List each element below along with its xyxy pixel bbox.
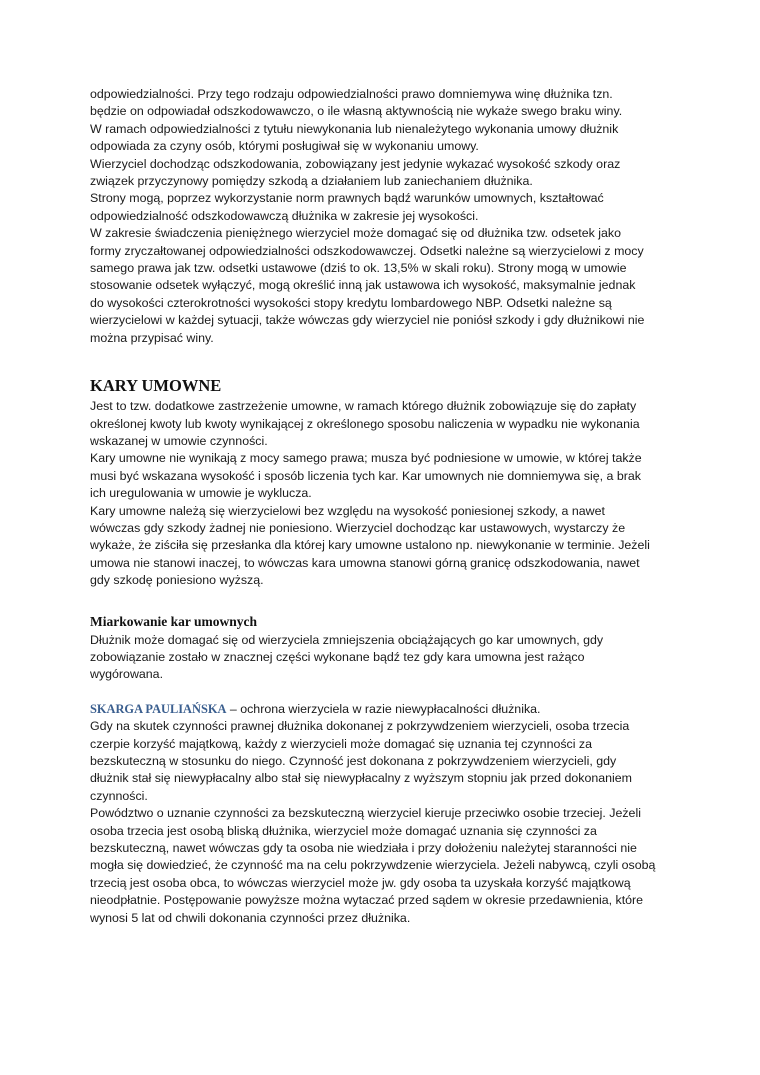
text-line: samego prawa jak tzw. odsetki ustawowe (dziś to ok. 13,5% w skali roku). Strony mogą w umowie — [90, 261, 627, 276]
text-line: związek przyczynowy pomiędzy szkodą a działaniem lub zaniechaniem dłużnika. — [90, 174, 533, 189]
text-line: Powództwo o uznanie czynności za bezskuteczną wierzyciel kieruje przeciwko osobie trzeciej. Jeżeli — [90, 806, 641, 821]
skarga-paulianska-heading: SKARGA PAULIAŃSKA — [90, 701, 227, 716]
text-line: dłużnik stał się niewypłacalny albo stał się niewypłacalny z wyższym stopniu jak przed dokonaniem — [90, 771, 633, 786]
spacer — [90, 684, 680, 701]
text-line: Kary umowne nie wynikają z mocy samego prawa; musza być podniesione w umowie, w której także — [90, 451, 642, 466]
text-line: osoba trzecia jest osobą bliską dłużnika, wierzyciel może domagać uznania się czynności za — [90, 823, 597, 838]
text-line: określonej kwoty lub kwoty wynikającej z określonego sposobu naliczenia w wypadku nie wykonania — [90, 416, 640, 431]
intro-paragraph — [90, 86, 680, 347]
text-line: wykaże, że ziściła się przesłanka dla której kary umowne ustalono np. niewykonanie w terminie. Jeżeli — [90, 538, 650, 553]
kary-umowne-paragraph — [90, 398, 680, 589]
text-line: bezskuteczną, nawet wówczas gdy ta osoba nie wiedziała i przy dołożeniu należytej staranności nie — [90, 841, 637, 856]
text-line: ich uregulowania w umowie je wyklucza. — [90, 486, 312, 501]
text-line: Strony mogą, poprzez wykorzystanie norm prawnych bądź warunków umownych, kształtować — [90, 191, 604, 206]
text-line: formy zryczałtowanej odpowiedzialności odszkodowawczej. Odsetki należne są wierzycielowi z mocy — [90, 243, 644, 258]
text-line: Wierzyciel dochodząc odszkodowania, zobowiązany jest jedynie wykazać wysokość szkody oraz — [90, 156, 621, 171]
text-line: musi być wskazana wysokość i sposób liczenia tych kar. Kar umownych nie domniemywa się, a brak — [90, 468, 641, 483]
miarkowanie-heading: Miarkowanie kar umownych — [90, 613, 258, 629]
text-line: W ramach odpowiedzialności z tytułu niewykonania lub nienależytego wykonania umowy dłużnik — [90, 121, 619, 136]
text-line: wygórowana. — [90, 667, 164, 682]
text-line: odpowiada za czyny osób, którymi posługiwał się w wykonaniu umowy. — [90, 139, 479, 154]
text-line: czynności. — [90, 788, 148, 803]
text-line: mogła się dowiedzieć, że czynność ma na celu pokrzywdzenie wierzyciela. Jeżeli nabywcą, czyli osobą — [90, 858, 656, 873]
miarkowanie-paragraph — [90, 632, 680, 684]
text-line: można przypisać winy. — [90, 330, 214, 345]
text-line: Kary umowne należą się wierzycielowi bez względu na wysokość poniesionej szkody, a nawet — [90, 503, 605, 518]
text-line: bezskuteczną w stosunku do niego. Czynność jest dokonana z pokrzywdzeniem wierzycieli, gdy — [90, 754, 617, 768]
text-line: wynosi 5 lat od chwili dokonania czynności przez dłużnika. — [90, 910, 411, 925]
text-line: wskazanej w umowie czynności. — [90, 433, 268, 448]
text-line: trzecią jest osoba obca, to wówczas wierzyciel może jw. gdy osoba ta uzyskała korzyść majątkową — [90, 875, 631, 890]
document-page — [90, 86, 680, 927]
text-line: nieodpłatnie. Postępowanie powyższe można wytaczać przed sądem w okresie przedawnienia, które — [90, 893, 644, 908]
text-line: odpowiedzialności. Przy tego rodzaju odpowiedzialności prawo domniemywa winę dłużnika tzn. — [90, 87, 613, 101]
skarga-title-rest: – ochrona wierzyciela w razie niewypłacalności dłużnika. — [226, 701, 541, 716]
text-line: będzie on odpowiadał odszkodowawczo, o ile własną aktywnością nie wykaże swego braku winy. — [90, 104, 623, 119]
text-line: stosowanie odsetek wyłączyć, mogą określić inną jak ustawowa ich wysokość, maksymalnie jednak — [90, 278, 636, 293]
text-line: zobowiązanie zostało w znacznej części wykonane bądź tez gdy kara umowna jest rażąco — [90, 649, 585, 664]
text-line: Jest to tzw. dodatkowe zastrzeżenie umowne, w ramach którego dłużnik zobowiązuje się do zapłaty — [90, 399, 637, 414]
skarga-title-line — [90, 701, 680, 718]
text-line: czerpie korzyść majątkową, każdy z wierzycieli może domagać się uznania tej czynności za — [90, 736, 593, 751]
text-line: odpowiedzialność odszkodowawczą dłużnika w zakresie jej wysokości. — [90, 208, 479, 223]
skarga-paulianska-paragraph — [90, 701, 680, 927]
text-line: Dłużnik może domagać się od wierzyciela zmniejszenia obciążających go kar umownych, gdy — [90, 632, 604, 647]
text-line: umowa nie stanowi inaczej, to wówczas kara umowna stanowi górną granicę odszkodowania, nawet — [90, 555, 640, 570]
kary-umowne-heading: KARY UMOWNE — [90, 376, 222, 396]
text-line: Gdy na skutek czynności prawnej dłużnika dokonanej z pokrzywdzeniem wierzycieli, osoba trzecia — [90, 719, 630, 734]
text-line: wówczas gdy szkody żadnej nie poniesiono. Wierzyciel dochodząc kar ustawowych, wystarczy że — [90, 520, 626, 535]
text-line: do wysokości czterokrotności wysokości stopy kredytu lombardowego NBP. Odsetki należne są — [90, 295, 612, 310]
text-line: W zakresie świadczenia pieniężnego wierzyciel może domagać się od dłużnika tzw. odsetek jako — [90, 226, 621, 241]
text-line: gdy szkodę poniesiono wyższą. — [90, 573, 264, 588]
text-line: wierzycielowi w każdej sytuacji, także wówczas gdy wierzyciel nie poniósł szkody i gdy dłużnikowi nie — [90, 313, 645, 328]
